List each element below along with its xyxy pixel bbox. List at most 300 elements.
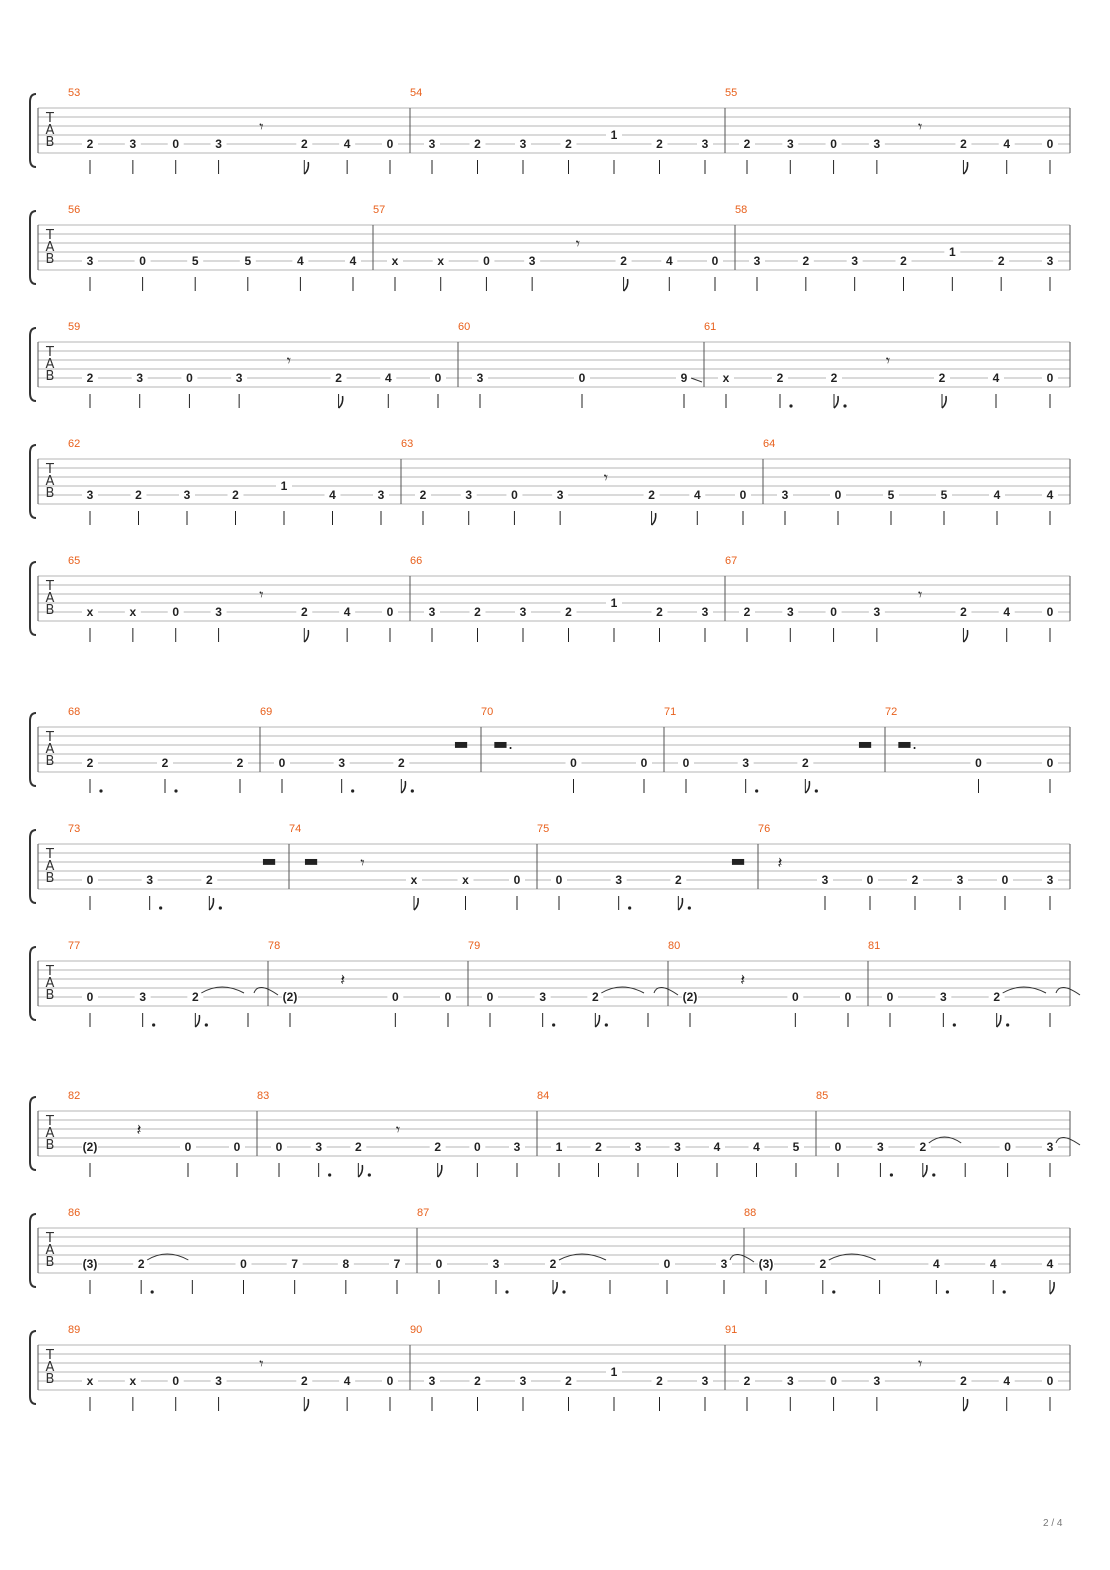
fret-number: 2 [960, 605, 967, 619]
note-flag [963, 1399, 967, 1411]
note-flag [553, 1282, 557, 1294]
duration-dot [815, 789, 818, 792]
measure [763, 438, 1058, 525]
fret-number: 4 [1003, 605, 1011, 619]
duration-dot [411, 789, 414, 792]
fret-number: 0 [278, 756, 286, 770]
fret-number: 1 [555, 1140, 563, 1154]
duration-dot [328, 1173, 331, 1176]
note-flag [963, 630, 967, 642]
fret-number: 0 [578, 371, 586, 385]
fret-number: 2 [656, 137, 663, 151]
fret-number: 4 [349, 254, 357, 268]
fret-number: 0 [1046, 756, 1054, 770]
fret-number: 0 [434, 371, 442, 385]
measure-number: 55 [725, 87, 738, 99]
rest-symbol: ▬ [730, 851, 746, 870]
fret-number: (2) [682, 990, 698, 1004]
note-flag [304, 162, 308, 174]
fret-number: 3 [701, 1374, 709, 1388]
fret-number: 0 [1046, 605, 1054, 619]
tab-system [30, 706, 1070, 793]
fret-number: 4 [992, 371, 1000, 385]
fret-number: 4 [713, 1140, 721, 1154]
tab-system [30, 555, 1070, 642]
measure-number: 59 [68, 321, 81, 333]
tab-clef-letter: T [46, 228, 54, 243]
fret-number: 0 [391, 990, 399, 1004]
fret-number: 3 [377, 488, 385, 502]
duration-dot [174, 789, 177, 792]
rest-symbol: 𝄾 [918, 1354, 923, 1373]
fret-number: 3 [235, 371, 243, 385]
measure-number: 78 [268, 940, 281, 952]
rest-symbol: 𝄾 [286, 351, 291, 370]
fret-number: x [722, 371, 730, 385]
fret-number: 4 [343, 137, 351, 151]
measure-number: 58 [735, 204, 748, 216]
measure [816, 1090, 1080, 1177]
measure [725, 87, 1058, 174]
fret-number: 0 [139, 254, 146, 268]
fret-number: 4 [753, 1140, 760, 1154]
measure-number: 82 [68, 1090, 81, 1102]
fret-number: 3 [877, 1140, 884, 1154]
fret-number: 3 [129, 137, 137, 151]
fret-number: x [410, 873, 418, 887]
fret-number: 4 [993, 488, 1001, 502]
fret-number: 1 [610, 1365, 618, 1379]
fret-number: 2 [656, 605, 663, 619]
fret-number: 2 [300, 137, 308, 151]
note-flag [195, 1015, 199, 1027]
fret-number: (2) [82, 1140, 98, 1154]
note-flag [834, 396, 838, 408]
tab-system [30, 438, 1070, 525]
rest-symbol: ▬ [303, 851, 319, 870]
tab-clef-letter: B [45, 1372, 55, 1387]
measure-number: 80 [668, 940, 681, 952]
tie-arc [1056, 987, 1080, 995]
fret-number: 0 [233, 1140, 241, 1154]
fret-number: 3 [939, 990, 947, 1004]
measure-number: 66 [410, 555, 423, 567]
fret-number: 0 [866, 873, 874, 887]
fret-number: 2 [137, 1257, 145, 1271]
tab-clef-letter: B [45, 871, 55, 886]
fret-number: 0 [1046, 371, 1054, 385]
fret-number: 2 [830, 371, 838, 385]
fret-number: 3 [315, 1140, 323, 1154]
fret-number: 0 [975, 756, 982, 770]
fret-number: 4 [1003, 1374, 1011, 1388]
fret-number: 3 [215, 1374, 222, 1388]
measure [668, 940, 856, 1027]
fret-number: 3 [519, 605, 527, 619]
duration-dot [99, 789, 102, 792]
fret-number: 3 [701, 605, 709, 619]
measure-number: 90 [410, 1324, 423, 1336]
tab-clef-letter: T [46, 1114, 54, 1129]
fret-number: (2) [282, 990, 298, 1004]
tab-clef-letter: T [46, 345, 54, 360]
fret-number: 3 [519, 1374, 527, 1388]
fret-number: 2 [565, 605, 572, 619]
measure-number: 73 [68, 823, 81, 835]
measure [704, 321, 1058, 408]
fret-number: 3 [428, 137, 436, 151]
measure-number: 77 [68, 940, 81, 952]
measure [260, 706, 469, 793]
fret-number: 0 [682, 756, 690, 770]
fret-number: 1 [948, 245, 956, 259]
duration-dot [552, 1023, 555, 1026]
measure [537, 1090, 804, 1177]
measure-number: 87 [417, 1207, 430, 1219]
fret-number: 0 [739, 488, 747, 502]
note-flag [805, 781, 809, 793]
fret-number: 2 [911, 873, 919, 887]
fret-number: 2 [86, 756, 94, 770]
tab-clef-letter: B [45, 135, 55, 150]
fret-number: 2 [938, 371, 946, 385]
tab-clef-letter: A [45, 1360, 55, 1375]
tab-clef-letter: T [46, 462, 54, 477]
fret-number: 3 [786, 137, 794, 151]
fret-number: 2 [802, 254, 810, 268]
tab-system [30, 204, 1070, 291]
fret-number: 7 [291, 1257, 299, 1271]
fret-number: 0 [834, 488, 842, 502]
rest-symbol: 𝄾 [918, 117, 923, 136]
note-flag [304, 1399, 308, 1411]
fret-number: 3 [851, 254, 859, 268]
fret-number: 4 [665, 254, 673, 268]
tab-clef-letter: B [45, 754, 55, 769]
duration-dot [159, 906, 162, 909]
measure [68, 823, 277, 910]
duration-dot [562, 1290, 565, 1293]
fret-number: 0 [275, 1140, 283, 1154]
fret-number: 3 [873, 1374, 881, 1388]
measure [257, 1090, 525, 1177]
fret-number: 4 [1046, 1257, 1054, 1271]
measure-number: 86 [68, 1207, 81, 1219]
fret-number: 2 [300, 1374, 308, 1388]
measure-number: 72 [885, 706, 898, 718]
measure [468, 940, 681, 1027]
fret-number: 0 [570, 756, 577, 770]
note-flag [339, 396, 343, 408]
fret-number: 0 [844, 990, 852, 1004]
note-flag [209, 898, 213, 910]
rest-symbol: ▬ [857, 734, 873, 753]
fret-number: 4 [989, 1257, 997, 1271]
rest-symbol: 𝄾 [395, 1120, 401, 1139]
fret-number: 5 [792, 1140, 800, 1154]
fret-number: 3 [556, 488, 564, 502]
measure-number: 65 [68, 555, 81, 567]
measure-number: 68 [68, 706, 81, 718]
note-flag [595, 1015, 599, 1027]
fret-number: 0 [483, 254, 490, 268]
duration-dot [789, 404, 792, 407]
fret-number: 0 [830, 605, 837, 619]
fret-number: (3) [758, 1257, 774, 1271]
fret-number: 2 [565, 1374, 572, 1388]
duration-dot [205, 1023, 208, 1026]
duration-dot [946, 1290, 949, 1293]
rest-symbol: 𝄾 [918, 585, 923, 604]
fret-number: 0 [830, 1374, 837, 1388]
duration-dot [890, 1173, 893, 1176]
fret-number: 2 [236, 756, 244, 770]
fret-number: 3 [753, 254, 761, 268]
fret-number: 3 [539, 990, 547, 1004]
duration-dot [351, 789, 354, 792]
measure [268, 940, 456, 1027]
measure-number: 83 [257, 1090, 270, 1102]
fret-number: 2 [591, 990, 599, 1004]
fret-number: 3 [781, 488, 789, 502]
system-bracket [30, 830, 36, 903]
measure-number: 76 [758, 823, 771, 835]
fret-number: 4 [384, 371, 392, 385]
fret-number: 5 [244, 254, 252, 268]
tab-clef-letter: B [45, 252, 55, 267]
measure [458, 321, 702, 408]
measure [68, 1324, 398, 1411]
rest-symbol: 𝄽 [777, 853, 783, 872]
measure [373, 204, 723, 291]
fret-number: 2 [997, 254, 1005, 268]
fret-number: 2 [674, 873, 682, 887]
note-flag [678, 898, 682, 910]
fret-number: 0 [386, 605, 394, 619]
measure-number: 67 [725, 555, 738, 567]
measure-number: 64 [763, 438, 776, 450]
fret-number: 2 [960, 1374, 967, 1388]
fret-number: 0 [830, 137, 837, 151]
duration-dot [1006, 1023, 1009, 1026]
fret-number: x [462, 873, 469, 887]
duration-dot [505, 1290, 508, 1293]
fret-number: 2 [801, 756, 809, 770]
tab-clef-letter: T [46, 730, 54, 745]
measure-number: 57 [373, 204, 386, 216]
tab-clef-letter: A [45, 357, 55, 372]
fret-number: 0 [834, 1140, 842, 1154]
fret-number: 1 [610, 596, 618, 610]
fret-number: 4 [933, 1257, 940, 1271]
fret-number: 3 [215, 137, 222, 151]
rest-symbol: ▬ [453, 734, 469, 753]
tab-clef-letter: B [45, 1138, 55, 1153]
fret-number: (3) [82, 1257, 98, 1271]
fret-number: 2 [549, 1257, 557, 1271]
fret-number: 3 [821, 873, 829, 887]
measure [68, 1207, 405, 1294]
fret-number: 0 [886, 990, 894, 1004]
measure-number: 89 [68, 1324, 81, 1336]
fret-number: 3 [720, 1257, 728, 1271]
measure-number: 62 [68, 438, 81, 450]
fret-number: 0 [1046, 1374, 1054, 1388]
rest-symbol: 𝄾 [360, 853, 365, 872]
fret-number: x [86, 1374, 94, 1388]
tab-clef-letter: A [45, 1243, 55, 1258]
fret-number: 0 [86, 990, 94, 1004]
fret-number: 0 [513, 873, 521, 887]
fret-number: 5 [887, 488, 895, 502]
fret-number: 3 [146, 873, 154, 887]
fret-number: 2 [620, 254, 627, 268]
tab-clef-letter: B [45, 988, 55, 1003]
measure-number: 56 [68, 204, 81, 216]
fret-number: x [86, 605, 94, 619]
tab-clef-letter: B [45, 603, 55, 618]
measure-number: 74 [289, 823, 302, 835]
measure [481, 706, 652, 793]
fret-number: 4 [297, 254, 304, 268]
tab-clef-letter: T [46, 1348, 54, 1363]
measure [417, 1207, 757, 1294]
fret-number: 2 [354, 1140, 362, 1154]
fret-number: 3 [786, 1374, 794, 1388]
measure-number: 69 [260, 706, 273, 718]
rest-symbol: ▬. [492, 734, 514, 753]
measure [68, 321, 446, 408]
tab-clef-letter: A [45, 1126, 55, 1141]
page-number: 2 / 4 [1043, 1518, 1063, 1529]
measure [744, 1207, 1058, 1294]
measure [885, 706, 1058, 793]
rest-symbol: 𝄾 [259, 1354, 264, 1373]
tab-system [30, 1090, 1080, 1177]
fret-number: 3 [528, 254, 536, 268]
fret-number: 0 [386, 1374, 394, 1388]
fret-number: 2 [335, 371, 342, 385]
measure-number: 54 [410, 87, 423, 99]
fret-number: x [437, 254, 445, 268]
fret-number: 4 [343, 1374, 351, 1388]
fret-number: 3 [1046, 873, 1054, 887]
tab-clef-letter: A [45, 240, 55, 255]
measure [664, 706, 873, 793]
fret-number: 2 [474, 137, 481, 151]
measure [725, 1324, 1058, 1411]
fret-number: 0 [240, 1257, 247, 1271]
fret-number: 2 [648, 488, 655, 502]
system-bracket [30, 211, 36, 284]
fret-number: 7 [393, 1257, 401, 1271]
measure [401, 438, 751, 525]
fret-number: 3 [1046, 254, 1054, 268]
fret-number: 0 [172, 137, 180, 151]
note-flag [304, 630, 308, 642]
fret-number: 3 [519, 137, 527, 151]
fret-number: 2 [993, 990, 1001, 1004]
duration-dot [932, 1173, 935, 1176]
fret-number: 3 [742, 756, 750, 770]
fret-number: 2 [86, 137, 94, 151]
fret-number: 2 [743, 605, 751, 619]
fret-number: 2 [743, 137, 751, 151]
system-bracket [30, 328, 36, 401]
measure-number: 84 [537, 1090, 550, 1102]
fret-number: 9 [680, 371, 688, 385]
measure-number: 81 [868, 940, 881, 952]
fret-number: 0 [663, 1257, 671, 1271]
fret-number: 3 [215, 605, 222, 619]
measure-number: 91 [725, 1324, 738, 1336]
system-bracket [30, 562, 36, 635]
tab-clef-letter: B [45, 369, 55, 384]
note-flag [624, 279, 628, 291]
rest-symbol: 𝄾 [259, 585, 264, 604]
fret-number: 2 [191, 990, 199, 1004]
tab-clef-letter: A [45, 474, 55, 489]
fret-number: 2 [474, 605, 481, 619]
measure-number: 71 [664, 706, 677, 718]
fret-number: 4 [693, 488, 701, 502]
fret-number: 2 [161, 756, 169, 770]
fret-number: 1 [280, 479, 288, 493]
note-flag [652, 513, 656, 525]
tab-clef-letter: T [46, 579, 54, 594]
fret-number: 0 [386, 137, 394, 151]
fret-number: 3 [615, 873, 623, 887]
note-flag [401, 781, 405, 793]
fret-number: x [129, 605, 137, 619]
fret-number: 0 [186, 371, 193, 385]
note-flag [438, 1165, 442, 1177]
rest-symbol: 𝄾 [575, 234, 580, 253]
fret-number: 3 [873, 605, 881, 619]
measure [410, 1324, 713, 1411]
fret-number: 2 [565, 137, 572, 151]
fret-number: 2 [900, 254, 907, 268]
measure-number: 79 [468, 940, 481, 952]
fret-number: 3 [701, 137, 709, 151]
tie-arc [654, 987, 678, 995]
fret-number: 0 [511, 488, 518, 502]
tab-clef-letter: B [45, 486, 55, 501]
duration-dot [688, 906, 691, 909]
measure [410, 87, 713, 174]
tab-clef-letter: T [46, 111, 54, 126]
tab-clef-letter: A [45, 976, 55, 991]
rest-symbol: 𝄽 [740, 970, 746, 989]
duration-dot [605, 1023, 608, 1026]
tab-system [30, 940, 1080, 1027]
measure [68, 438, 389, 525]
fret-number: 0 [172, 605, 180, 619]
fret-number: 8 [342, 1257, 350, 1271]
note-flag [997, 1015, 1001, 1027]
fret-number: 2 [919, 1140, 927, 1154]
measure [735, 204, 1058, 291]
fret-number: 2 [419, 488, 427, 502]
tab-clef-letter: A [45, 859, 55, 874]
measure [289, 823, 525, 910]
fret-number: 2 [819, 1257, 827, 1271]
fret-number: 4 [329, 488, 336, 502]
system-bracket [30, 947, 36, 1020]
system-bracket [30, 1214, 36, 1287]
fret-number: 2 [960, 137, 967, 151]
fret-number: 4 [1003, 137, 1011, 151]
